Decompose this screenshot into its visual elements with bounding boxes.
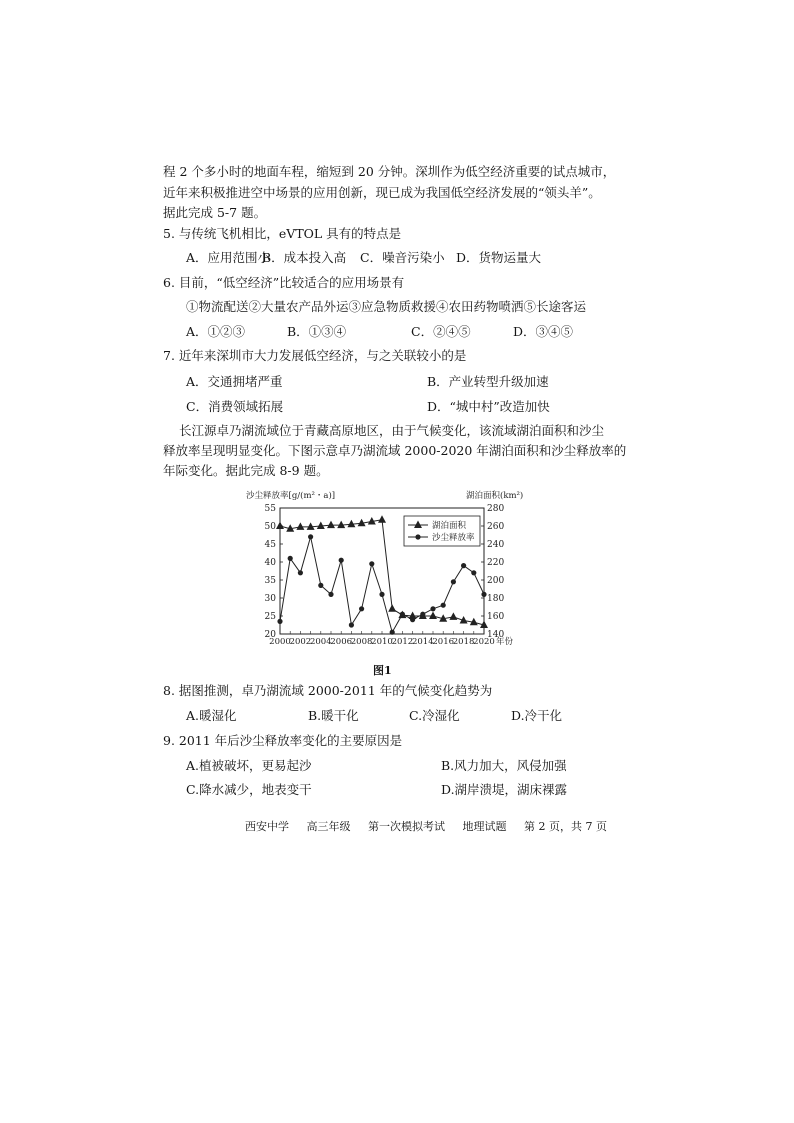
- q9-option-d: D.湖岸溃堤，湖床裸露: [441, 782, 568, 797]
- y-left-tick-label: 40: [264, 558, 276, 568]
- dust-rate-point: [481, 592, 486, 597]
- q7-option-a: A．交通拥堵严重: [186, 374, 283, 389]
- lake-area-point: [347, 520, 355, 528]
- x-tick-label: 2006: [330, 637, 353, 647]
- dust-rate-point: [430, 606, 435, 611]
- footer-grade: 高三年级: [306, 820, 351, 833]
- y-left-tick-label: 45: [264, 540, 276, 550]
- lake-area-point: [307, 522, 315, 530]
- passage-line: 程 2 个多小时的地面车程，缩短到 20 分钟。深圳作为低空经济重要的试点城市，: [163, 164, 616, 179]
- dust-rate-point: [461, 563, 466, 568]
- passage-line: 释放率呈现明显变化。下图示意卓乃湖流域 2000-2020 年湖泊面积和沙尘释放率的: [163, 443, 627, 458]
- footer-school: 西安中学: [245, 820, 289, 833]
- dust-rate-point: [379, 592, 384, 597]
- footer-subject: 地理试题: [462, 820, 507, 833]
- lake-area-point: [296, 522, 304, 530]
- dust-rate-point: [441, 603, 446, 608]
- q9-option-c: C.降水减少，地表变干: [186, 782, 312, 797]
- x-tick-label: 2010: [371, 637, 393, 647]
- x-tick-label: 2012: [391, 637, 414, 647]
- dust-rate-point: [369, 561, 374, 566]
- x-tick-label: 2004: [309, 637, 332, 647]
- x-tick-label: 2000: [269, 637, 291, 647]
- footer-exam: 第一次模拟考试: [368, 820, 445, 833]
- q5-option-b: B．成本投入高: [262, 250, 347, 265]
- dust-rate-point: [400, 612, 405, 617]
- x-axis-unit: 年份: [496, 637, 514, 647]
- lake-area-dust-chart: [244, 486, 544, 656]
- figure-caption: 图1: [373, 664, 392, 677]
- dust-rate-point: [318, 583, 323, 588]
- passage-line: 年际变化。据此完成 8-9 题。: [163, 463, 329, 478]
- dust-rate-point: [288, 556, 293, 561]
- q6-option-b: B．①③④: [287, 324, 347, 339]
- y-axis-right-title: 湖泊面积(km²): [466, 491, 524, 501]
- x-tick-label: 2020: [473, 637, 495, 647]
- x-tick-label: 2008: [350, 637, 373, 647]
- legend-label: 沙尘释放率: [432, 533, 475, 543]
- legend-circle-marker: [415, 534, 420, 539]
- y-right-tick-label: 220: [487, 558, 505, 568]
- q7-option-d: D．“城中村”改造加快: [427, 399, 550, 414]
- q8-option-b: B.暖干化: [308, 708, 359, 723]
- lake-area-point: [317, 522, 325, 530]
- lake-area-point: [327, 521, 335, 529]
- dust-rate-point: [471, 570, 476, 575]
- y-left-tick-label: 20: [264, 630, 276, 640]
- q6-option-c: C．②④⑤: [411, 324, 471, 339]
- y-right-tick-label: 180: [487, 594, 505, 604]
- q7-option-c: C．消费领域拓展: [186, 399, 284, 414]
- question-7-stem: 7. 近年来深圳市大力发展低空经济，与之关联较小的是: [163, 348, 467, 363]
- q8-option-a: A.暖湿化: [186, 708, 237, 723]
- q8-option-c: C.冷湿化: [409, 708, 460, 723]
- page-footer: [245, 818, 621, 834]
- q6-option-d: D．③④⑤: [513, 324, 574, 339]
- dust-rate-point: [349, 622, 354, 627]
- q6-option-a: A．①②③: [186, 324, 246, 339]
- q5-option-a: A．应用范围小: [186, 250, 271, 265]
- footer-page: 第 2 页，共 7 页: [524, 820, 607, 833]
- q8-option-d: D.冷干化: [511, 708, 563, 723]
- x-tick-label: 2014: [411, 637, 434, 647]
- x-tick-label: 2018: [452, 637, 475, 647]
- lake-area-point: [378, 515, 386, 523]
- y-right-tick-label: 140: [487, 630, 505, 640]
- question-6-stem: 6. 目前，“低空经济”比较适合的应用场景有: [163, 275, 405, 290]
- y-left-tick-label: 30: [264, 594, 276, 604]
- lake-area-point: [449, 612, 457, 620]
- y-right-tick-label: 240: [487, 540, 505, 550]
- dust-rate-point: [328, 592, 333, 597]
- y-right-tick-label: 280: [487, 504, 505, 514]
- y-left-tick-label: 55: [264, 504, 276, 514]
- q9-option-b: B.风力加大，风侵加强: [441, 758, 567, 773]
- passage-line: 近年来积极推进空中场景的应用创新，现已成为我国低空经济发展的“领头羊”。: [163, 185, 601, 200]
- chart-svg: [244, 486, 544, 656]
- lake-area-point: [337, 521, 345, 529]
- q5-option-d: D．货物运量大: [456, 250, 542, 265]
- question-8-stem: 8. 据图推测，卓乃湖流域 2000-2011 年的气候变化趋势为: [163, 683, 493, 698]
- question-5-stem: 5. 与传统飞机相比，eVTOL 具有的特点是: [163, 226, 402, 241]
- dust-rate-point: [298, 570, 303, 575]
- dust-rate-point: [359, 606, 364, 611]
- dust-rate-point: [277, 619, 282, 624]
- lake-area-point: [276, 522, 284, 530]
- x-tick-label: 2002: [289, 637, 312, 647]
- q9-option-a: A.植被破坏，更易起沙: [186, 758, 312, 773]
- dust-rate-point: [339, 558, 344, 563]
- q7-option-b: B．产业转型升级加速: [427, 374, 549, 389]
- passage-line: 据此完成 5-7 题。: [163, 205, 267, 220]
- y-left-tick-label: 35: [264, 576, 276, 586]
- dust-rate-point: [420, 612, 425, 617]
- y-right-tick-label: 200: [487, 576, 505, 586]
- dust-rate-point: [390, 630, 395, 635]
- dust-rate-point: [451, 579, 456, 584]
- dust-rate-point: [308, 534, 313, 539]
- y-axis-left-title: 沙尘释放率[g/(m²・a)]: [246, 491, 336, 501]
- y-left-tick-label: 50: [264, 522, 276, 532]
- question-6-items: ①物流配送②大量农产品外运③应急物质救援④农田药物喷洒⑤长途客运: [186, 299, 587, 314]
- y-right-tick-label: 160: [487, 612, 505, 622]
- legend-label: 湖泊面积: [432, 521, 467, 531]
- lake-area-point: [388, 604, 396, 612]
- x-tick-label: 2016: [432, 637, 455, 647]
- y-left-tick-label: 25: [264, 612, 276, 622]
- lake-area-point: [429, 612, 437, 620]
- passage-line: 长江源卓乃湖流域位于青藏高原地区，由于气候变化，该流域湖泊面积和沙尘: [179, 423, 605, 438]
- y-right-tick-label: 260: [487, 522, 505, 532]
- q5-option-c: C．噪音污染小: [360, 250, 445, 265]
- question-9-stem: 9. 2011 年后沙尘释放率变化的主要原因是: [163, 733, 403, 748]
- dust-rate-point: [410, 617, 415, 622]
